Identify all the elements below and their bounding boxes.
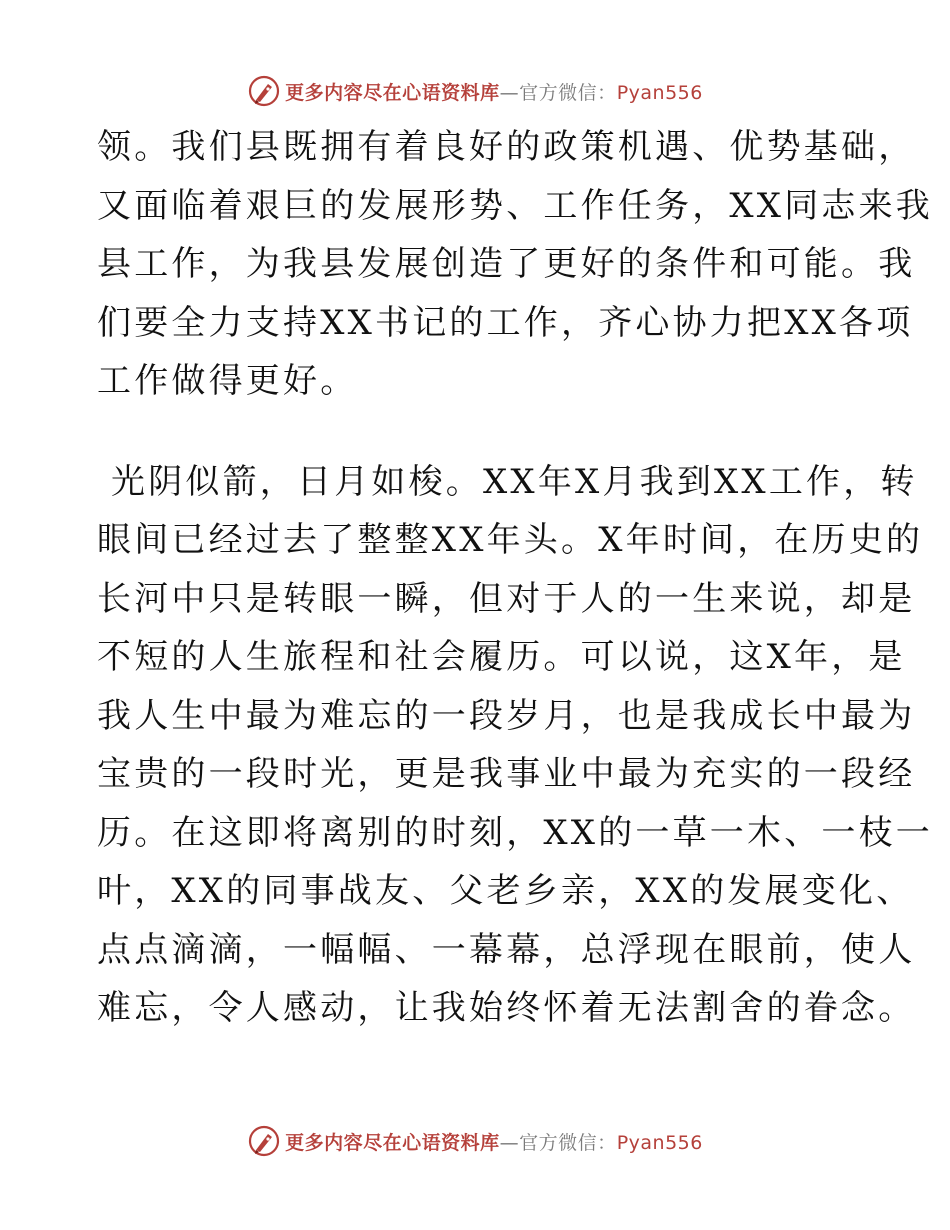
watermark-text bbox=[285, 78, 703, 105]
watermark-separator: — bbox=[499, 81, 520, 104]
text-line: 领。我们县既拥有着良好的政策机遇、优势基础， bbox=[97, 127, 916, 167]
text-line: 不短的人生旅程和社会履历。可以说，这X年，是 bbox=[97, 637, 906, 677]
watermark-wechat-label: 官方微信： bbox=[519, 81, 617, 104]
text-line: 点点滴滴，一幅幅、一幕幕，总浮现在眼前，使人 bbox=[97, 929, 916, 970]
text-line: 历。在这即将离别的时刻，XX的一草一木、一枝一 bbox=[97, 812, 934, 853]
text-line: 光阴似箭，日月如梭。XX年X月我到XX工作，转 bbox=[97, 461, 918, 502]
watermark-site-text: 更多内容尽在心语资料库 bbox=[285, 81, 500, 104]
text-line: 难忘，令人感动，让我始终怀着无法割舍的眷念。 bbox=[97, 988, 916, 1028]
watermark-wechat-id: Pyan556 bbox=[616, 81, 703, 104]
document-body bbox=[97, 118, 934, 1038]
text-line: 我人生中最为难忘的一段岁月，也是我成长中最为 bbox=[97, 695, 916, 736]
watermark-wechat-id: Pyan556 bbox=[616, 1131, 703, 1154]
text-line: 们要全力支持XX书记的工作，齐心协力把XX各项 bbox=[97, 302, 914, 343]
watermark-text bbox=[285, 1128, 703, 1155]
header-watermark bbox=[0, 71, 950, 111]
text-line: 又面临着艰巨的发展形势、工作任务，XX同志来我 bbox=[97, 185, 934, 226]
paragraph-spacer bbox=[97, 411, 857, 453]
text-line: 长河中只是转眼一瞬，但对于人的一生来说，却是 bbox=[97, 578, 916, 619]
text-line: 叶，XX的同事战友、父老乡亲，XX的发展变化、 bbox=[97, 871, 914, 911]
paragraph-2 bbox=[97, 453, 934, 1038]
text-line: 眼间已经过去了整整XX年头。X年时间，在历史的 bbox=[97, 520, 924, 560]
paragraph-1 bbox=[97, 118, 934, 411]
watermark-wechat-label: 官方微信： bbox=[519, 1131, 617, 1154]
watermark-separator: — bbox=[499, 1131, 520, 1154]
pen-logo-icon bbox=[247, 1124, 281, 1158]
footer-watermark bbox=[0, 1121, 950, 1161]
text-line: 宝贵的一段时光，更是我事业中最为充实的一段经 bbox=[97, 754, 916, 794]
watermark-site-text: 更多内容尽在心语资料库 bbox=[285, 1131, 500, 1154]
pen-logo-icon bbox=[247, 74, 281, 108]
text-line: 工作做得更好。 bbox=[97, 361, 358, 401]
text-line: 县工作，为我县发展创造了更好的条件和可能。我 bbox=[97, 244, 916, 284]
